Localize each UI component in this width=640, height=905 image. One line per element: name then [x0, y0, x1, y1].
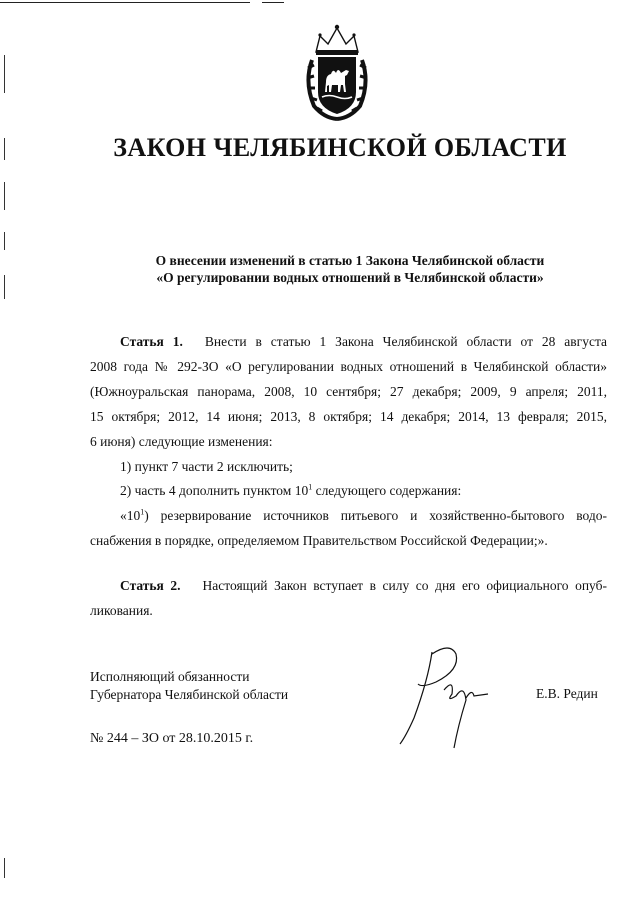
article-1-label: Статья 1. [120, 334, 183, 349]
scan-edge-mark [4, 182, 5, 210]
article-1-item-2 [120, 478, 461, 503]
law-title: ЗАКОН ЧЕЛЯБИНСКОЙ ОБЛАСТИ [113, 133, 567, 162]
scan-edge-mark [4, 55, 5, 93]
signatory-role [90, 668, 288, 704]
law-subject [0, 252, 640, 286]
article-1-line-5: 6 июня) следующие изменения: [90, 434, 273, 449]
scan-edge-mark [4, 858, 5, 878]
article-2-line-1: Настоящий Закон вступает в силу со дня его официального опуб- [202, 578, 607, 593]
signatory-name: Е.В. Редин [536, 686, 598, 701]
article-1-line-4: 15 октября; 2012, 14 июня; 2013, 8 октября; 14 декабря; 2014, 13 февраля; 2015, [90, 409, 607, 424]
article-1-item-1: 1) пункт 7 части 2 исключить; [120, 459, 293, 474]
item-2-text-end: следующего содержания: [312, 483, 462, 498]
subject-line-2: «О регулировании водных отношений в Челябинской области» [156, 270, 544, 285]
registration-number: № 244 – ЗО от 28.10.2015 г. [90, 731, 254, 746]
scan-edge-mark [4, 232, 5, 250]
handwritten-signature [392, 640, 510, 750]
article-1-first-line [90, 329, 607, 354]
item-2-text: 2) часть 4 дополнить пунктом 10 [120, 483, 309, 498]
item-2-superscript: 1 [308, 482, 313, 492]
quote-text: ) резервирование источников питьевого и хозяйственно-бытового водо- [144, 508, 607, 523]
article-1-quote [90, 503, 607, 553]
scan-edge-line [262, 2, 284, 3]
subject-line-1: О внесении изменений в статью 1 Закона Челябинской области [155, 253, 545, 268]
chelyabinsk-coat-of-arms-icon [302, 22, 372, 122]
quote-open: «10 [120, 508, 141, 523]
article-1-line-1: Внести в статью 1 Закона Челябинской области от 28 августа [204, 334, 608, 349]
signatory-role-line-1: Исполняющий обязанности [90, 669, 250, 684]
quote-line-1 [90, 503, 607, 528]
article-2 [90, 573, 607, 623]
article-1-line-3: (Южноуральская панорама, 2008, 10 сентября; 27 декабря; 2009, 9 апреля; 2011, [90, 384, 607, 399]
article-2-first-line [90, 573, 607, 598]
scan-edge-line [0, 2, 250, 3]
article-1 [90, 329, 607, 454]
article-2-label: Статья 2. [120, 578, 181, 593]
quote-line-2: снабжения в порядке, определяемом Правительством Российской Федерации;». [90, 533, 548, 548]
quote-superscript: 1 [140, 507, 145, 517]
article-1-line-2: 2008 года № 292-ЗО «О регулировании водных отношений в Челябинской области» [90, 359, 607, 374]
article-2-line-2: ликования. [90, 603, 153, 618]
signatory-role-line-2: Губернатора Челябинской области [90, 687, 289, 702]
